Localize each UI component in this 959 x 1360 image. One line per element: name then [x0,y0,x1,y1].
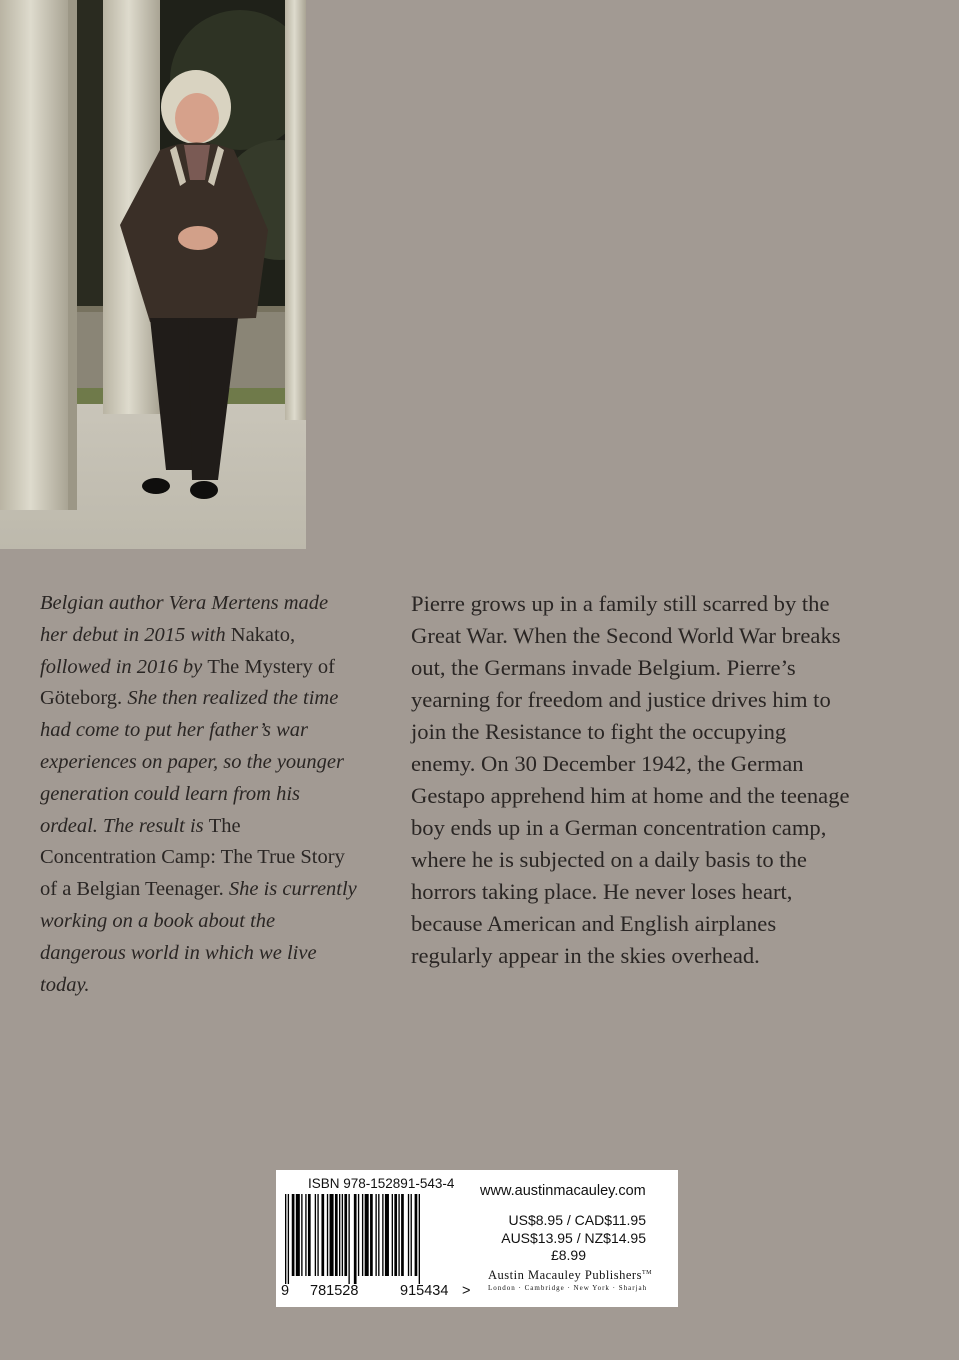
barcode-image [281,1194,473,1284]
isbn-label: ISBN 978-152891-543-4 [308,1176,455,1191]
bio-text-2: followed in 2016 by [40,655,208,678]
barcode-bar [394,1194,397,1276]
price-aus-nz: AUS$13.95 / NZ$14.95 [501,1230,646,1246]
publisher-cities: London · Cambridge · New York · Sharjah [488,1284,648,1292]
author-photo-illustration [0,0,306,549]
barcode-bar [398,1194,399,1276]
publisher-website: www.austinmacauley.com [480,1183,646,1199]
author-bio-paragraph [40,588,360,1001]
barcode-bar [342,1194,343,1276]
barcode-bar [419,1194,420,1284]
barcode-bar [408,1194,409,1276]
author-photo [0,0,306,549]
barcode-bar [330,1194,334,1276]
bio-title-mystery: The Mystery of Göteborg. [40,655,335,710]
bio-title-concentration-camp: The Concentration Camp: The True Story of a Belgian Teenager. [40,814,345,901]
price-us-cad: US$8.95 / CAD$11.95 [508,1212,646,1228]
barcode-bar [327,1194,328,1276]
price-gbp: £8.99 [550,1247,586,1263]
barcode-bar [317,1194,318,1276]
barcode-bar [392,1194,393,1276]
barcode-bar [354,1194,357,1284]
barcode-bar [401,1194,404,1276]
barcode-bar [305,1194,306,1276]
barcode-bar [292,1194,295,1276]
barcode-bar [344,1194,347,1276]
barcode-bar [382,1194,383,1276]
blurb-paragraph: Pierre grows up in a family still scarred by the Great War. When the Second World War breaks out, the Germans invade Belgium. Pierre’s yearning for freedom and justice drives him to join the Resistance to fight the occupying enemy. On 30 December 1942, the German Gestapo apprehend him at home and the teenage boy ends up in a German concentration camp, where he is subjected on a daily basis to the horrors taking place. He never loses heart, because American and English airplanes regularly appear in the skies overhead. [411,591,850,968]
barcode-bar [308,1194,311,1276]
barcode-digits-right: 915434 [400,1283,449,1299]
book-blurb [411,588,851,972]
barcode-bar [362,1194,363,1276]
barcode-bar [358,1194,359,1276]
bio-text-4: She is currently working on a book about the dangerous world in which we live today. [40,878,357,996]
barcode-bar [335,1194,338,1276]
barcode-bar [365,1194,369,1276]
barcode-bar [321,1194,324,1276]
bio-text-1: Belgian author Vera Mertens made her debut in 2015 with [40,592,329,646]
barcode-bar [315,1194,316,1276]
barcode-digits-left: 781528 [310,1283,359,1299]
barcode-bar [296,1194,300,1276]
barcode-bar [378,1194,379,1276]
bio-text-3: She then realized the time had come to put her father’s war experiences on paper, so the younger generation could learn from his ordeal. The result is [40,687,344,837]
trademark-mark: TM [641,1269,652,1276]
barcode-bar [288,1194,289,1284]
barcode-bar [301,1194,302,1276]
barcode-bar [415,1194,418,1276]
barcode-bar [385,1194,389,1276]
barcode-bar [339,1194,340,1276]
publisher-name: Austin Macauley Publishers [488,1268,642,1282]
barcode-quiet-mark: > [462,1283,471,1299]
barcode-panel [276,1170,678,1307]
bio-title-nakato: Nakato, [230,623,296,646]
barcode-bar [285,1194,286,1284]
barcode-bar [375,1194,376,1276]
barcode-bar [411,1194,412,1276]
barcode-digit-first: 9 [281,1283,290,1299]
publisher-logo [488,1268,652,1283]
barcode-bar [370,1194,373,1276]
author-bio [40,588,360,1001]
barcode-bar [348,1194,349,1284]
